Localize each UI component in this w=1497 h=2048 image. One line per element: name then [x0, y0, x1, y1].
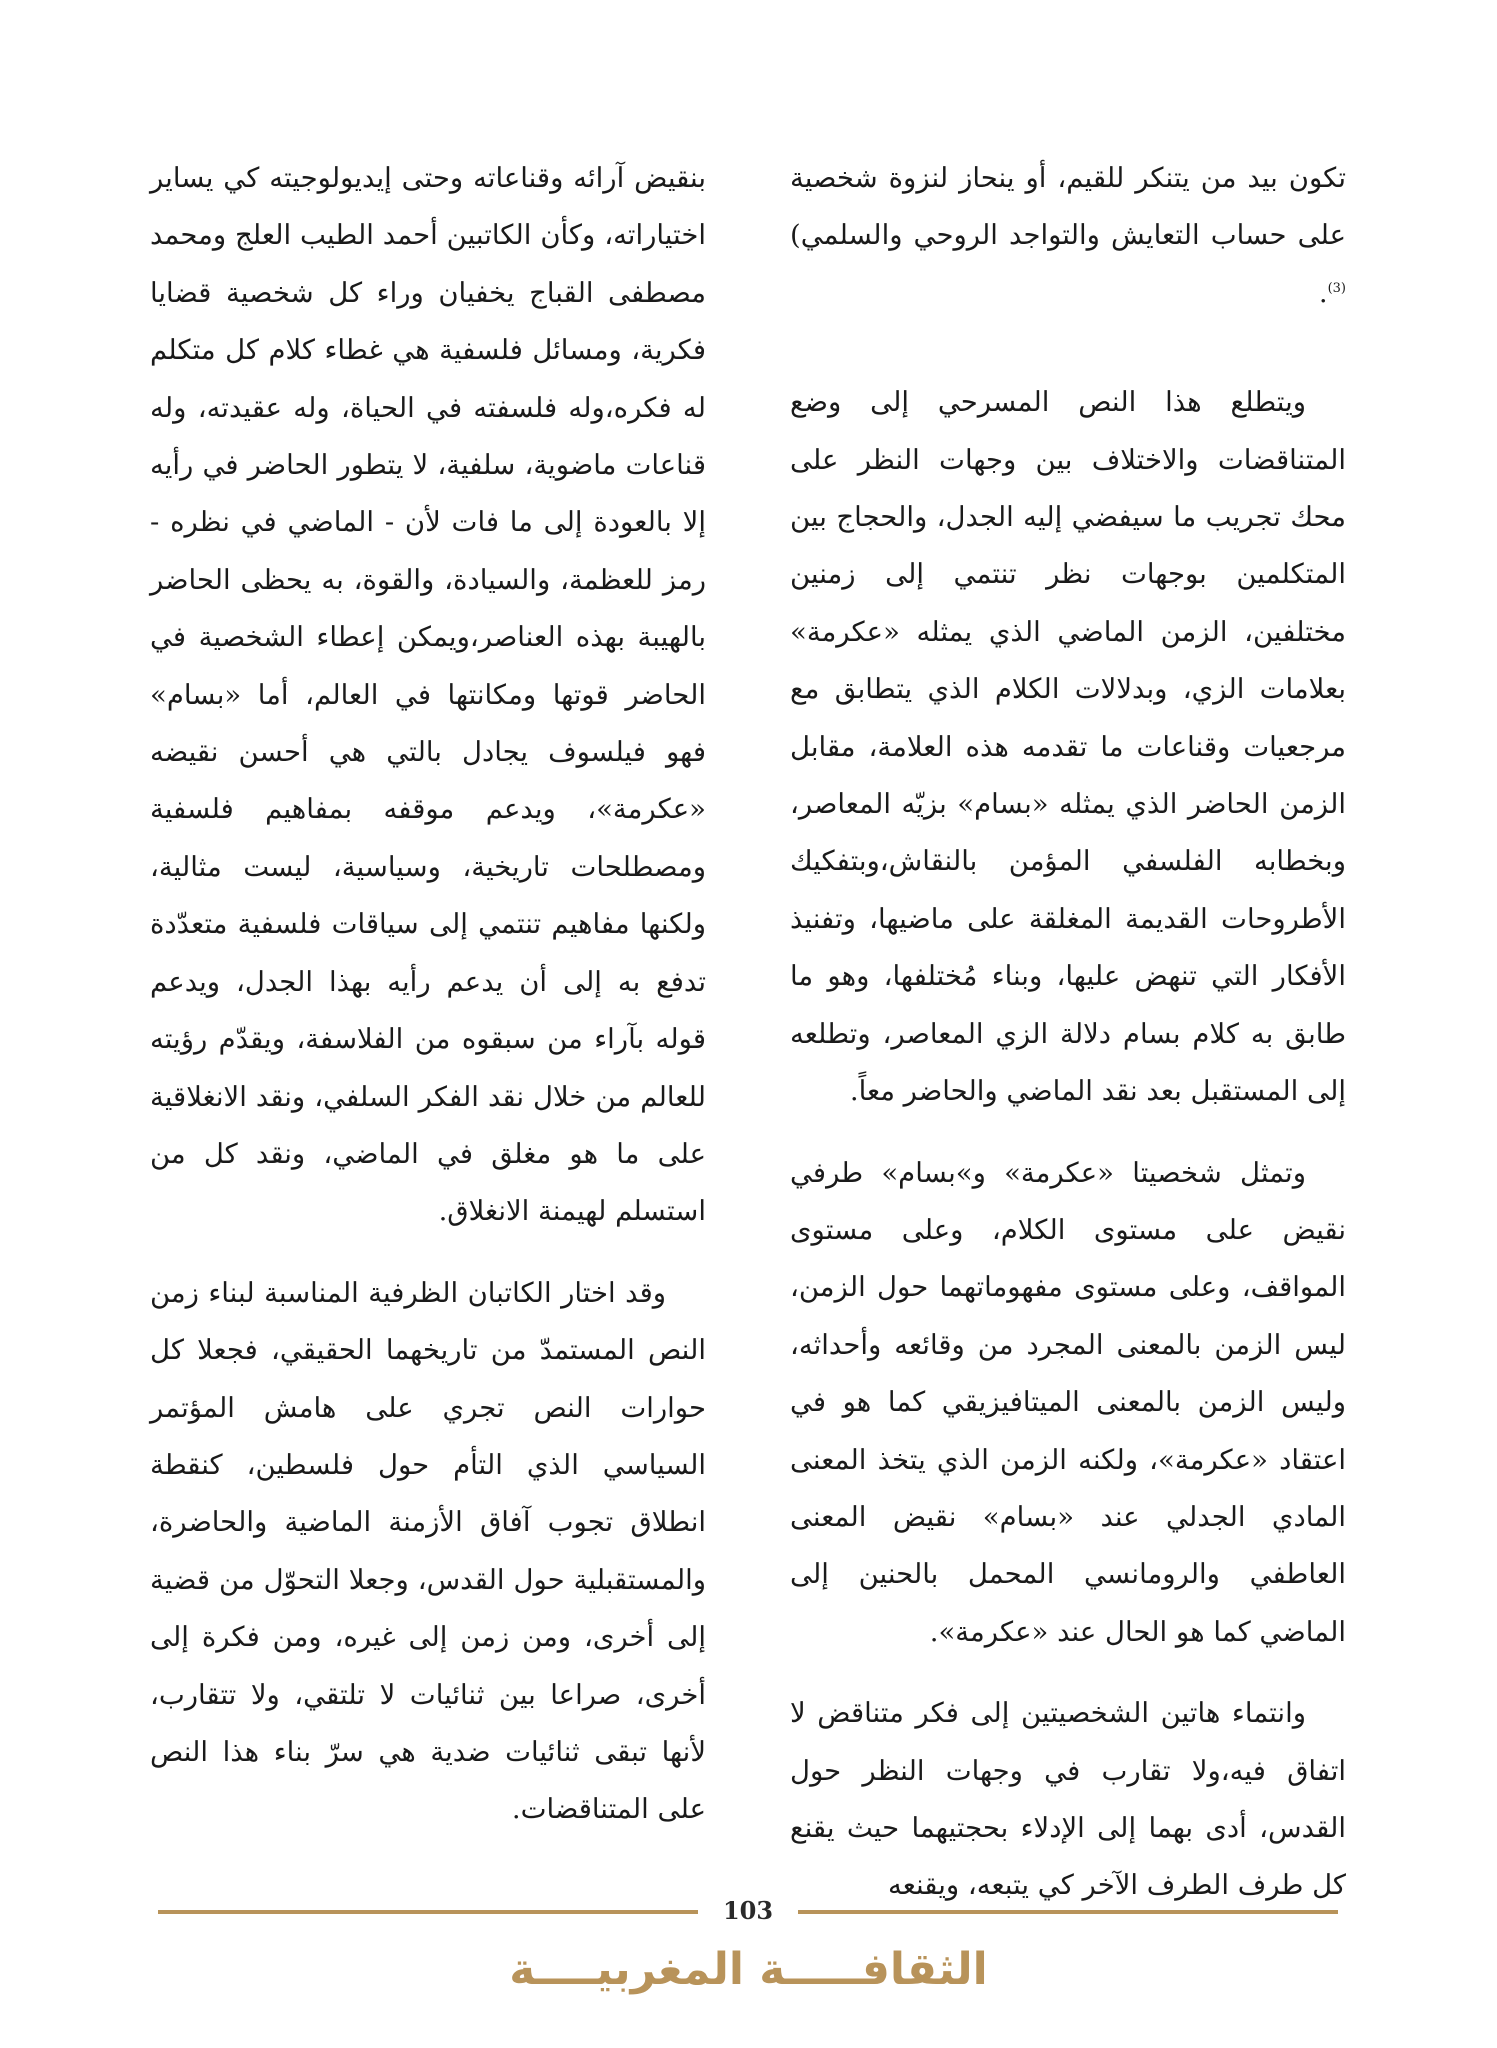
paragraph: بنقيض آرائه وقناعاته وحتى إيديولوجيته كي يساير اختياراته، وكأن الكاتبين أحمد الطيب العلج ومحمد مصطفى القباج يخفيان وراء كل شخصية قضايا فكرية، ومسائل فلسفية هي غطاء كلام كل متكلم له فكره،وله فلسفته في الحياة، وله عقيدته، وله قناعات ماضوية، سلفية، لا يتطور الحاضر في رأيه إلا بالعودة إلى ما فات لأن - الماضي في نظره - رمز للعظمة، والسيادة، والقوة، به يحظى الحاضر بالهيبة بهذه العناصر،ويمكن إعطاء الشخصية في الحاضر قوتها ومكانتها في العالم، أما «بسام» فهو فيلسوف يجادل بالتي هي أحسن نقيضه «عكرمة»، ويدعم موقفه بمفاهيم فلسفية ومصطلحات تاريخية، وسياسية، ليست مثالية، ولكنها مفاهيم تنتمي إلى سياقات فلسفية متعدّدة تدفع به إلى أن يدعم رأيه بهذا الجدل، ويدعم قوله بآراء من سبقوه من الفلاسفة، ويقدّم رؤيته للعالم من خلال نقد الفكر السلفي، ونقد الانغلاقية على ما هو مغلق في الماضي، ونقد كل من استسلم لهيمنة الانغلاق. [150, 162, 706, 1228]
paragraph: وقد اختار الكاتبان الظرفية المناسبة لبناء زمن النص المستمدّ من تاريخهما الحقيقي، فجعلا كل حوارات النص تجري على هامش المؤتمر السياسي الذي التأم حول فلسطين، كنقطة انطلاق تجوب آفاق الأزمنة الماضية والحاضرة، والمستقبلية حول القدس، وجعلا التحوّل من قضية إلى أخرى، ومن زمن إلى غيره، ومن فكرة إلى أخرى، صراعا بين ثنائيات لا تلتقي، ولا تتقارب، لأنها تبقى ثنائيات ضدية هي سرّ بناء هذا النص على المتناقضات. [150, 1276, 706, 1826]
paragraph: ويتطلع هذا النص المسرحي إلى وضع المتناقضات والاختلاف بين وجهات النظر على محك تجريب ما سيفضي إليه الجدل، والحجاج بين المتكلمين بوجهات نظر تنتمي إلى زمنين مختلفين، الزمن الماضي الذي يمثله «عكرمة» بعلامات الزي، وبدلالات الكلام الذي يتطابق مع مرجعيات وقناعات ما تقدمه هذه العلامة، مقابل الزمن الحاضر الذي يمثله «بسام» بزيّه المعاصر، وبخطابه الفلسفي المؤمن بالنقاش،وبتفكيك الأطروحات القديمة المغلقة على ماضيها، وتفنيذ الأفكار التي تنهض عليها، وبناء مُختلفها، وهو ما طابق به كلام بسام دلالة الزي المعاصر، وتطلعه إلى المستقبل بعد نقد الماضي والحاضر معاً. [790, 386, 1346, 1108]
paragraph: وانتماء هاتين الشخصيتين إلى فكر متناقض لا اتفاق فيه،ولا تقارب في وجهات النظر حول القدس، أدى بهما إلى الإدلاء بحجتيهما حيث يقنع كل طرف الطرف الآخر كي يتبعه، ويقنعه [790, 1697, 1346, 1902]
left-column [150, 150, 706, 1839]
paragraph: وتمثل شخصيتا «عكرمة» و»بسام» طرفي نقيض على مستوى الكلام، وعلى مستوى المواقف، وعلى مستوى مفهوماتهما حول الزمن، ليس الزمن بالمعنى المجرد من وقائعه وأحداثه، وليس الزمن بالمعنى الميتافيزيقي كما هو في اعتقاد «عكرمة»، ولكنه الزمن الذي يتخذ المعنى المادي الجدلي عند «بسام» نقيض المعنى العاطفي والرومانسي المحمل بالحنين إلى الماضي كما هو الحال عند «عكرمة». [790, 1156, 1346, 1648]
footnote-marker[interactable]: (3) [1327, 280, 1346, 296]
magazine-title: الثقافـــــة المغربيــــة [509, 1944, 988, 1995]
footer-rule-left [158, 1910, 698, 1914]
page-number: 103 [722, 1896, 774, 1925]
right-column [790, 150, 1346, 1915]
footer-rule-right [798, 1910, 1338, 1914]
paragraph: تكون بيد من يتنكر للقيم، أو ينحاز لنزوة شخصية على حساب التعايش والتواجد الروحي والسلمي)$^{(3)}$. [790, 162, 1346, 309]
